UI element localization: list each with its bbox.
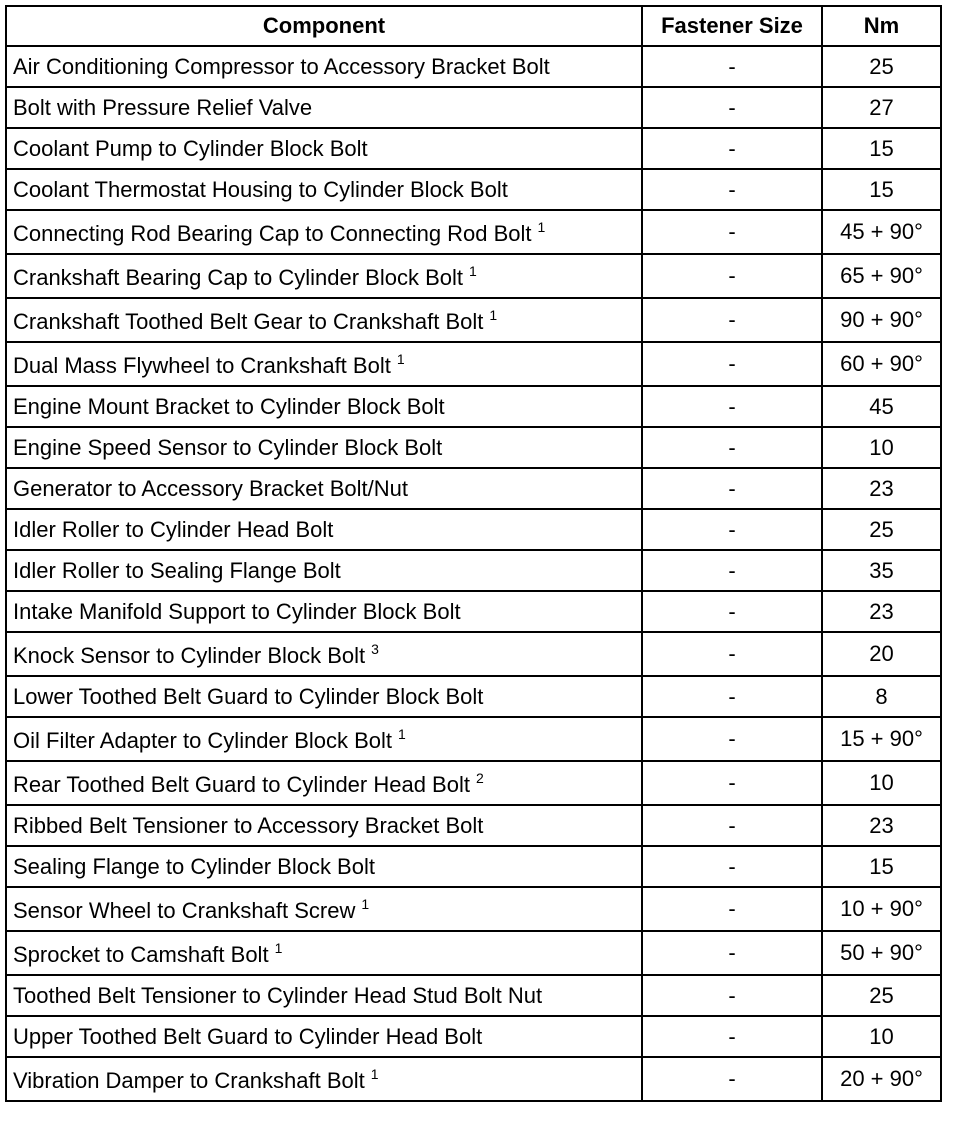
header-component: Component: [6, 6, 642, 46]
table-row: [6, 887, 941, 931]
torque-nm-cell: 20 + 90°: [822, 1057, 941, 1101]
torque-nm-cell: 45: [822, 386, 941, 427]
component-name: Bolt with Pressure Relief Valve: [13, 94, 313, 120]
fastener-size-cell: -: [642, 676, 822, 717]
component-cell: [6, 717, 642, 761]
table-row: [6, 1016, 941, 1057]
fastener-size-cell: -: [642, 254, 822, 298]
component-name: Idler Roller to Cylinder Head Bolt: [13, 516, 334, 542]
component-cell: [6, 1016, 642, 1057]
table-row: [6, 509, 941, 550]
header-nm: Nm: [822, 6, 941, 46]
table-row: [6, 342, 941, 386]
table-row: [6, 931, 941, 975]
table-row: [6, 210, 941, 254]
torque-nm-cell: 15: [822, 128, 941, 169]
footnote-marker: 1: [398, 725, 406, 742]
footnote-marker: 1: [274, 939, 283, 956]
torque-nm-cell: 10: [822, 761, 941, 805]
fastener-size-cell: -: [642, 169, 822, 210]
component-name: Coolant Pump to Cylinder Block Bolt: [13, 135, 368, 161]
table-row: [6, 427, 941, 468]
table-row: [6, 975, 941, 1016]
fastener-size-cell: -: [642, 1016, 822, 1057]
fastener-size-cell: -: [642, 87, 822, 128]
table-row: [6, 128, 941, 169]
fastener-size-cell: -: [642, 210, 822, 254]
fastener-size-cell: -: [642, 1057, 822, 1101]
table-row: [6, 676, 941, 717]
component-cell: [6, 550, 642, 591]
component-name: Engine Speed Sensor to Cylinder Block Bolt: [13, 434, 443, 460]
torque-nm-cell: 45 + 90°: [822, 210, 941, 254]
fastener-size-cell: -: [642, 846, 822, 887]
table-row: [6, 846, 941, 887]
torque-nm-cell: 25: [822, 46, 941, 87]
fastener-size-cell: -: [642, 427, 822, 468]
component-name: Sealing Flange to Cylinder Block Bolt: [13, 853, 375, 879]
component-cell: [6, 254, 642, 298]
component-name: Generator to Accessory Bracket Bolt/Nut: [13, 475, 408, 501]
torque-nm-cell: 10: [822, 427, 941, 468]
component-name: Upper Toothed Belt Guard to Cylinder Head Bolt: [13, 1023, 483, 1049]
footnote-marker: 1: [361, 895, 370, 912]
torque-nm-cell: 27: [822, 87, 941, 128]
component-cell: [6, 1057, 642, 1101]
component-name: Sprocket to Camshaft Bolt: [13, 941, 269, 967]
fastener-size-cell: -: [642, 342, 822, 386]
fastener-size-cell: -: [642, 298, 822, 342]
component-name: Oil Filter Adapter to Cylinder Block Bolt: [13, 727, 393, 753]
component-name: Lower Toothed Belt Guard to Cylinder Block Bolt: [13, 683, 484, 709]
component-name: Vibration Damper to Crankshaft Bolt: [13, 1067, 365, 1093]
footnote-marker: 3: [371, 640, 379, 657]
torque-nm-cell: 23: [822, 805, 941, 846]
torque-nm-cell: 35: [822, 550, 941, 591]
table-row: [6, 87, 941, 128]
torque-nm-cell: 25: [822, 509, 941, 550]
component-name: Intake Manifold Support to Cylinder Block Bolt: [13, 598, 461, 624]
fastener-size-cell: -: [642, 550, 822, 591]
fastener-size-cell: -: [642, 632, 822, 676]
component-name: Rear Toothed Belt Guard to Cylinder Head Bolt: [13, 771, 470, 797]
torque-nm-cell: 10: [822, 1016, 941, 1057]
component-name: Toothed Belt Tensioner to Cylinder Head Stud Bolt Nut: [13, 982, 543, 1008]
component-cell: [6, 761, 642, 805]
fastener-size-cell: -: [642, 805, 822, 846]
footnote-marker: 1: [537, 218, 546, 235]
table-row: [6, 591, 941, 632]
footnote-marker: 1: [370, 1065, 379, 1082]
component-name: Crankshaft Toothed Belt Gear to Crankshaft Bolt: [13, 308, 484, 334]
fastener-size-cell: -: [642, 761, 822, 805]
component-name: Knock Sensor to Cylinder Block Bolt: [13, 642, 366, 668]
fastener-size-cell: -: [642, 468, 822, 509]
footnote-marker: 1: [469, 262, 477, 279]
component-name: Connecting Rod Bearing Cap to Connecting Rod Bolt: [13, 220, 532, 246]
component-cell: [6, 805, 642, 846]
component-cell: [6, 342, 642, 386]
torque-nm-cell: 20: [822, 632, 941, 676]
component-cell: [6, 846, 642, 887]
component-name: Idler Roller to Sealing Flange Bolt: [13, 557, 341, 583]
fastener-size-cell: -: [642, 975, 822, 1016]
fastener-size-cell: -: [642, 931, 822, 975]
table-row: [6, 298, 941, 342]
component-cell: [6, 468, 642, 509]
header-row: [6, 6, 941, 46]
table-row: [6, 386, 941, 427]
component-cell: [6, 975, 642, 1016]
component-cell: [6, 169, 642, 210]
component-cell: [6, 591, 642, 632]
component-cell: [6, 931, 642, 975]
component-cell: [6, 427, 642, 468]
component-name: Air Conditioning Compressor to Accessory Bracket Bolt: [13, 53, 550, 79]
torque-nm-cell: 23: [822, 591, 941, 632]
fastener-size-cell: -: [642, 386, 822, 427]
component-name: Engine Mount Bracket to Cylinder Block Bolt: [13, 393, 445, 419]
component-cell: [6, 87, 642, 128]
torque-nm-cell: 65 + 90°: [822, 254, 941, 298]
component-cell: [6, 632, 642, 676]
component-name: Dual Mass Flywheel to Crankshaft Bolt: [13, 352, 391, 378]
table-row: [6, 761, 941, 805]
component-cell: [6, 210, 642, 254]
component-name: Crankshaft Bearing Cap to Cylinder Block Bolt: [13, 264, 463, 290]
table-row: [6, 468, 941, 509]
component-cell: [6, 46, 642, 87]
fastener-spec-table-container: [5, 5, 942, 1102]
component-name: Ribbed Belt Tensioner to Accessory Bracket Bolt: [13, 812, 484, 838]
table-header: [6, 6, 941, 46]
footnote-marker: 1: [396, 350, 405, 367]
fastener-size-cell: -: [642, 591, 822, 632]
torque-nm-cell: 15 + 90°: [822, 717, 941, 761]
fastener-size-cell: -: [642, 717, 822, 761]
table-row: [6, 632, 941, 676]
component-cell: [6, 386, 642, 427]
torque-nm-cell: 60 + 90°: [822, 342, 941, 386]
table-row: [6, 717, 941, 761]
component-name: Sensor Wheel to Crankshaft Screw: [13, 897, 356, 923]
torque-nm-cell: 10 + 90°: [822, 887, 941, 931]
torque-nm-cell: 90 + 90°: [822, 298, 941, 342]
table-row: [6, 254, 941, 298]
torque-nm-cell: 15: [822, 169, 941, 210]
torque-nm-cell: 23: [822, 468, 941, 509]
table-row: [6, 550, 941, 591]
header-fastener-size: Fastener Size: [642, 6, 822, 46]
torque-nm-cell: 8: [822, 676, 941, 717]
fastener-size-cell: -: [642, 509, 822, 550]
component-cell: [6, 676, 642, 717]
component-cell: [6, 298, 642, 342]
component-cell: [6, 509, 642, 550]
component-cell: [6, 128, 642, 169]
torque-nm-cell: 25: [822, 975, 941, 1016]
footnote-marker: 2: [475, 769, 484, 786]
fastener-spec-table: [5, 5, 942, 1102]
component-cell: [6, 887, 642, 931]
torque-nm-cell: 15: [822, 846, 941, 887]
fastener-size-cell: -: [642, 887, 822, 931]
table-row: [6, 169, 941, 210]
fastener-size-cell: -: [642, 128, 822, 169]
torque-nm-cell: 50 + 90°: [822, 931, 941, 975]
fastener-size-cell: -: [642, 46, 822, 87]
table-row: [6, 1057, 941, 1101]
component-name: Coolant Thermostat Housing to Cylinder Block Bolt: [13, 176, 508, 202]
footnote-marker: 1: [489, 306, 498, 323]
table-row: [6, 46, 941, 87]
table-body: [6, 46, 941, 1101]
table-row: [6, 805, 941, 846]
